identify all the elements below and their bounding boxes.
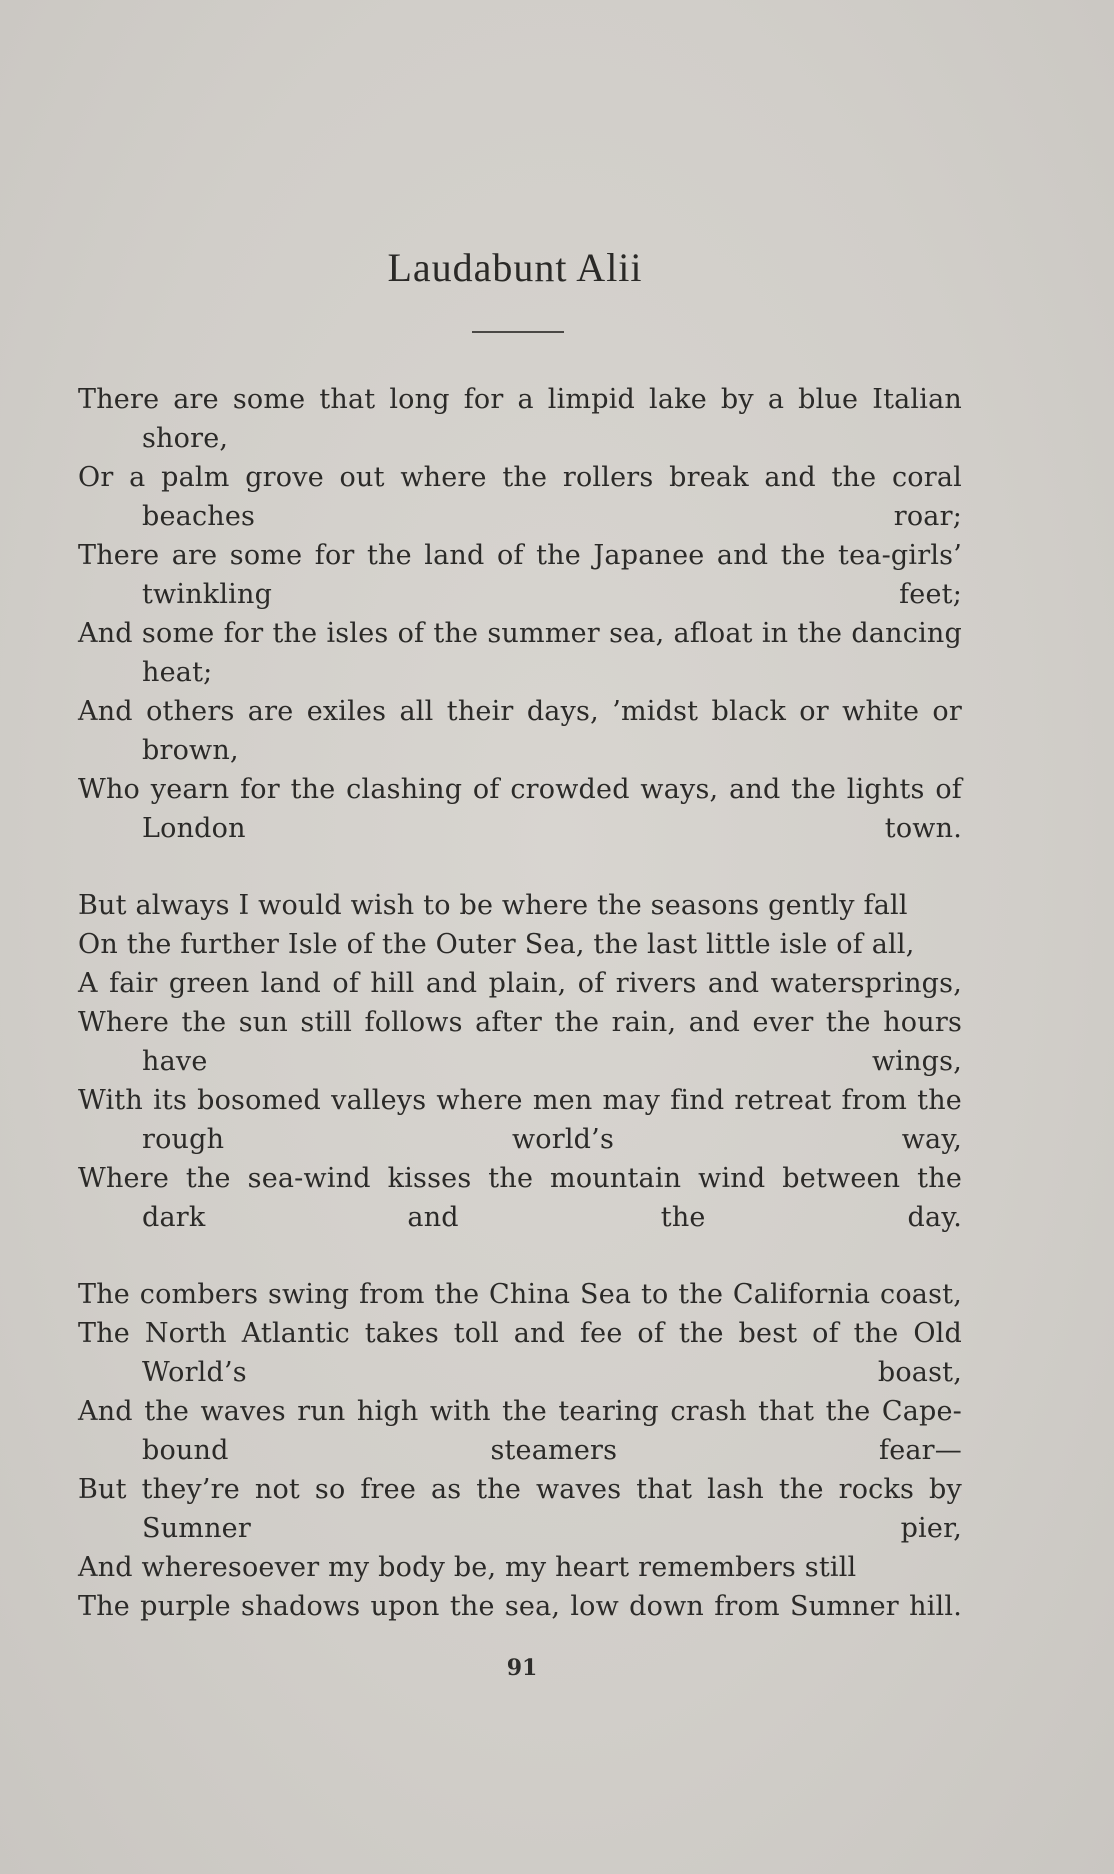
stanza-1 — [78, 380, 962, 848]
poem-line: Who yearn for the clashing of crowded ways, and the lights of London town. — [78, 774, 962, 844]
poem-line: But they’re not so free as the waves that lash the rocks by Sumner pier, — [78, 1474, 962, 1544]
title-divider — [472, 331, 564, 333]
poem-line: On the further Isle of the Outer Sea, the last little isle of all, — [78, 929, 915, 960]
poem-line: But always I would wish to be where the seasons gently fall — [78, 890, 908, 921]
poem-line: The purple shadows upon the sea, low down from Sumner hill. — [78, 1591, 962, 1622]
poem-line: And some for the isles of the summer sea, afloat in the dancing heat; — [78, 618, 962, 688]
poem-body — [78, 380, 962, 1664]
poem-line: The North Atlantic takes toll and fee of the best of the Old World’s boast, — [78, 1318, 962, 1388]
poem-line: Where the sea-wind kisses the mountain wind between the dark and the day. — [78, 1163, 962, 1233]
poem-title: Laudabunt Alii — [387, 245, 643, 290]
poem-line: Where the sun still follows after the rain, and ever the hours have wings, — [78, 1007, 962, 1077]
poem-line: There are some for the land of the Japanee and the tea-girls’ twinkling feet; — [78, 540, 962, 610]
poem-line: And wheresoever my body be, my heart remembers still — [78, 1552, 857, 1583]
poem-line: With its bosomed valleys where men may find retreat from the rough world’s way, — [78, 1085, 962, 1155]
poem-line: And others are exiles all their days, ’midst black or white or brown, — [78, 696, 962, 766]
poem-line: The combers swing from the China Sea to the California coast, — [78, 1279, 962, 1310]
page-number: 91 — [506, 1655, 538, 1681]
poem-line: A fair green land of hill and plain, of rivers and watersprings, — [78, 968, 962, 999]
poem-line: There are some that long for a limpid lake by a blue Italian shore, — [78, 384, 962, 454]
stanza-3 — [78, 1275, 962, 1626]
stanza-2 — [78, 886, 962, 1237]
poem-line: And the waves run high with the tearing crash that the Cape-bound steamers fear— — [78, 1396, 962, 1466]
poem-line: Or a palm grove out where the rollers break and the coral beaches roar; — [78, 462, 962, 532]
